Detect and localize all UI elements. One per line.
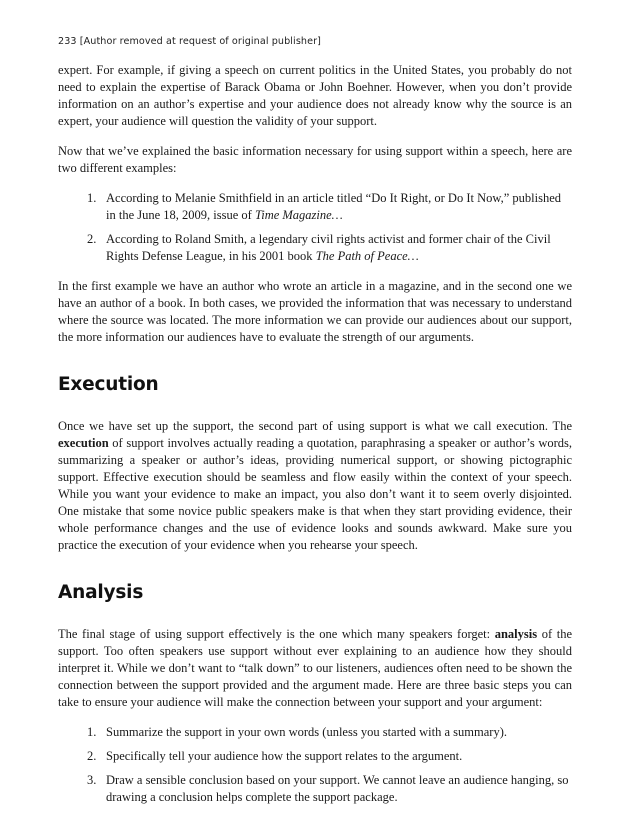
running-header: 233 [Author removed at request of original publisher] — [58, 36, 321, 47]
analysis-text-start: The final stage of using support effectively is the one which many speakers forget: — [58, 627, 495, 641]
paragraph-analysis — [58, 626, 572, 711]
list-item-text: According to Melanie Smithfield in an article titled “Do It Right, or Do It Now,” published in the June 18, 2009, issue of — [106, 191, 561, 222]
list-item-title: Time Magazine… — [254, 208, 343, 222]
list-item-number: 2. — [87, 232, 97, 246]
execution-text-end: of support involves actually reading a quotation, paraphrasing a speaker or author’s words, summarizing a speaker or author’s ideas, providing numerical support, or showing pictographic support. Effective execution should be seamless and flow easily within the context of your speech. While you want your evidence to make an impact, you also don’t want it to seem overly disjointed. One mistake that some novice public speakers make is that when they start providing evidence, their whole performance changes and the use of evidence looks and sounds awkward. Make sure you practice the execution of your evidence when you rehearse your speech. — [58, 436, 572, 552]
paragraph-examples-explained: In the first example we have an author who wrote an article in a magazine, and in the second one we have an author of a book. In both cases, we provided the information that was necessary to understand where the source was located. The more information we can provide our audiences about our support, the more information our audiences have to evaluate the strength of our arguments. — [58, 279, 572, 344]
analysis-steps-list — [58, 724, 572, 806]
list-item — [58, 231, 572, 265]
paragraph-examples-intro: Now that we’ve explained the basic information necessary for using support within a speech, here are two different examples: — [58, 144, 572, 175]
list-item-text: Specifically tell your audience how the support relates to the argument. — [106, 749, 463, 763]
heading-analysis: Analysis — [58, 582, 144, 603]
list-item-text: Draw a sensible conclusion based on your support. We cannot leave an audience hanging, so drawing a conclusion helps complete the support package. — [106, 773, 569, 804]
term-analysis: analysis — [494, 627, 538, 641]
list-item — [58, 772, 572, 806]
list-item-number: 1. — [87, 191, 97, 205]
list-item — [58, 190, 572, 224]
list-item-number: 1. — [87, 725, 97, 739]
list-item — [58, 724, 572, 741]
heading-execution: Execution — [58, 374, 159, 395]
execution-text-start: Once we have set up the support, the second part of using support is what we call execution. The — [58, 419, 572, 433]
list-item-number: 2. — [87, 749, 97, 763]
list-item-number: 3. — [87, 773, 97, 787]
list-item-text: Summarize the support in your own words (unless you started with a summary). — [106, 725, 507, 739]
list-item-title: The Path of Peace… — [315, 249, 419, 263]
list-item — [58, 748, 572, 765]
examples-list — [58, 190, 572, 265]
list-item-text: According to Roland Smith, a legendary civil rights activist and former chair of the Civil Rights Defense League, in his 2001 book — [106, 232, 551, 263]
paragraph-expertise: expert. For example, if giving a speech on current politics in the United States, you probably do not need to explain the expertise of Barack Obama or John Boehner. However, when you don’t provide information on an author’s expertise and your audience does not already know why the source is an expert, your audience will question the validity of your support. — [58, 63, 572, 128]
analysis-text-end: of the support. Too often speakers use support without ever explaining to an audience how they should interpret it. While we don’t want to “talk down” to our listeners, audiences often need to be shown the connection between the support provided and the argument made. Here are three basic steps you can take to ensure your audience will make the connection between your support and your argument: — [58, 627, 573, 709]
term-execution: execution — [58, 436, 109, 450]
paragraph-execution — [58, 418, 572, 554]
